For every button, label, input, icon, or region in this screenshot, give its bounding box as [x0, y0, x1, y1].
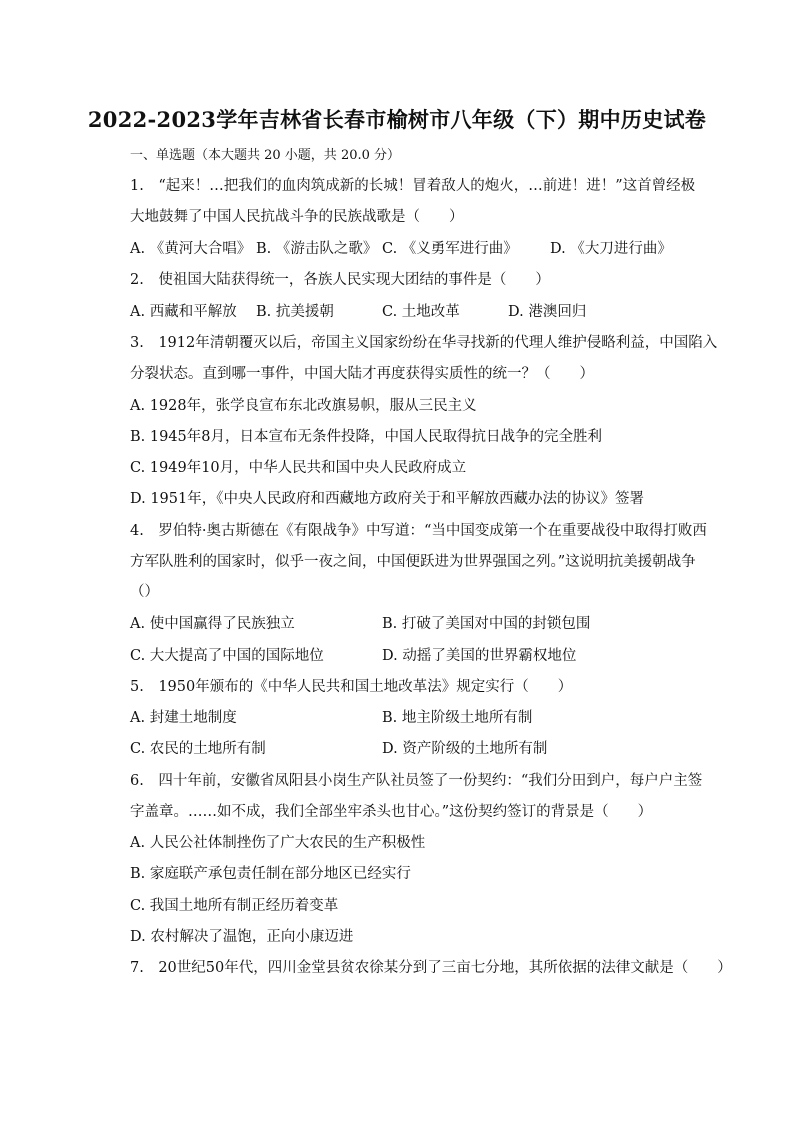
question-1-option-b: B. 《游击队之歌》	[256, 241, 378, 257]
question-3-option-b: B. 1945年8月，日本宣布无条件投降，中国人民取得抗日战争的完全胜利	[130, 429, 602, 445]
question-5-line-1: 5. 1950年颁布的《中华人民共和国土地改革法》规定实行（ ）	[130, 679, 573, 695]
question-3-option-d: D. 1951年，《中央人民政府和西藏地方政府关于和平解放西藏办法的协议》签署	[130, 491, 644, 507]
question-1-line-1: 1. “起来！…把我们的血肉筑成新的长城！冒着敌人的炮火，…前进！进！”这首曾经极	[130, 178, 696, 194]
question-2-option-c: C. 土地改革	[382, 304, 460, 320]
question-4-option-b: B. 打破了美国对中国的封锁包围	[382, 616, 591, 632]
question-3-line-2: 分裂状态。直到哪一事件，中国大陆才再度获得实质性的统一？（ ）	[130, 366, 594, 382]
question-6-line-2: 字盖章。……如不成，我们全部坐牢杀头也甘心。”这份契约签订的背景是（ ）	[130, 804, 653, 820]
question-3-line-1: 3. 1912年清朝覆灭以后，帝国主义国家纷纷在华寻找新的代理人维护侵略利益，中国陷入	[130, 335, 718, 351]
question-3-option-a: A. 1928年，张学良宣布东北改旗易帜，服从三民主义	[130, 398, 477, 414]
question-1-option-c: C. 《义勇军进行曲》	[382, 241, 518, 257]
question-5-option-a: A. 封建土地制度	[130, 710, 237, 726]
question-7-line-1: 7. 20世纪50年代，四川金堂县贫农徐某分到了三亩七分地，其所依据的法律文献是（ ）	[130, 960, 732, 976]
question-2-line-1: 2. 使祖国大陆获得统一，各族人民实现大团结的事件是（ ）	[130, 272, 550, 288]
question-6-option-b: B. 家庭联产承包责任制在部分地区已经实行	[130, 866, 411, 882]
question-4-line-1: 4. 罗伯特·奥古斯德在《有限战争》中写道：“当中国变成第一个在重要战役中取得打败西	[130, 523, 707, 539]
section-heading: 一、单选题（本大题共 20 小题，共 20.0 分）	[130, 148, 401, 163]
question-1-line-2: 大地鼓舞了中国人民抗战斗争的民族战歌是（ ）	[130, 209, 464, 225]
question-2-option-b: B. 抗美援朝	[256, 304, 334, 320]
question-4-option-a: A. 使中国赢得了民族独立	[130, 616, 295, 632]
question-4-line-3: （）	[130, 584, 159, 600]
question-6-option-c: C. 我国土地所有制正经历着变革	[130, 898, 339, 914]
question-6-option-a: A. 人民公社体制挫伤了广大农民的生产积极性	[130, 835, 426, 851]
question-2-option-d: D. 港澳回归	[508, 304, 587, 320]
question-4-option-c: C. 大大提高了中国的国际地位	[130, 648, 324, 664]
question-5-option-d: D. 资产阶级的土地所有制	[382, 741, 548, 757]
question-6-line-1: 6. 四十年前，安徽省凤阳县小岗生产队社员签了一份契约：“我们分田到户，每户户主签	[130, 773, 703, 789]
question-4-option-d: D. 动摇了美国的世界霸权地位	[382, 648, 577, 664]
page-title: 2022-2023学年吉林省长春市榆树市八年级（下）期中历史试卷	[87, 107, 707, 132]
question-5-option-b: B. 地主阶级土地所有制	[382, 710, 533, 726]
question-1-option-a: A. 《黄河大合唱》	[130, 241, 252, 257]
question-6-option-d: D. 农村解决了温饱，正向小康迈进	[130, 929, 354, 945]
question-4-line-2: 方军队胜利的国家时，似乎一夜之间，中国便跃进为世界强国之列。”这说明抗美援朝战争	[130, 554, 696, 570]
question-3-option-c: C. 1949年10月，中华人民共和国中央人民政府成立	[130, 460, 467, 476]
question-2-option-a: A. 西藏和平解放	[130, 304, 237, 320]
question-5-option-c: C. 农民的土地所有制	[130, 741, 266, 757]
question-1-option-d: D. 《大刀进行曲》	[550, 241, 672, 257]
